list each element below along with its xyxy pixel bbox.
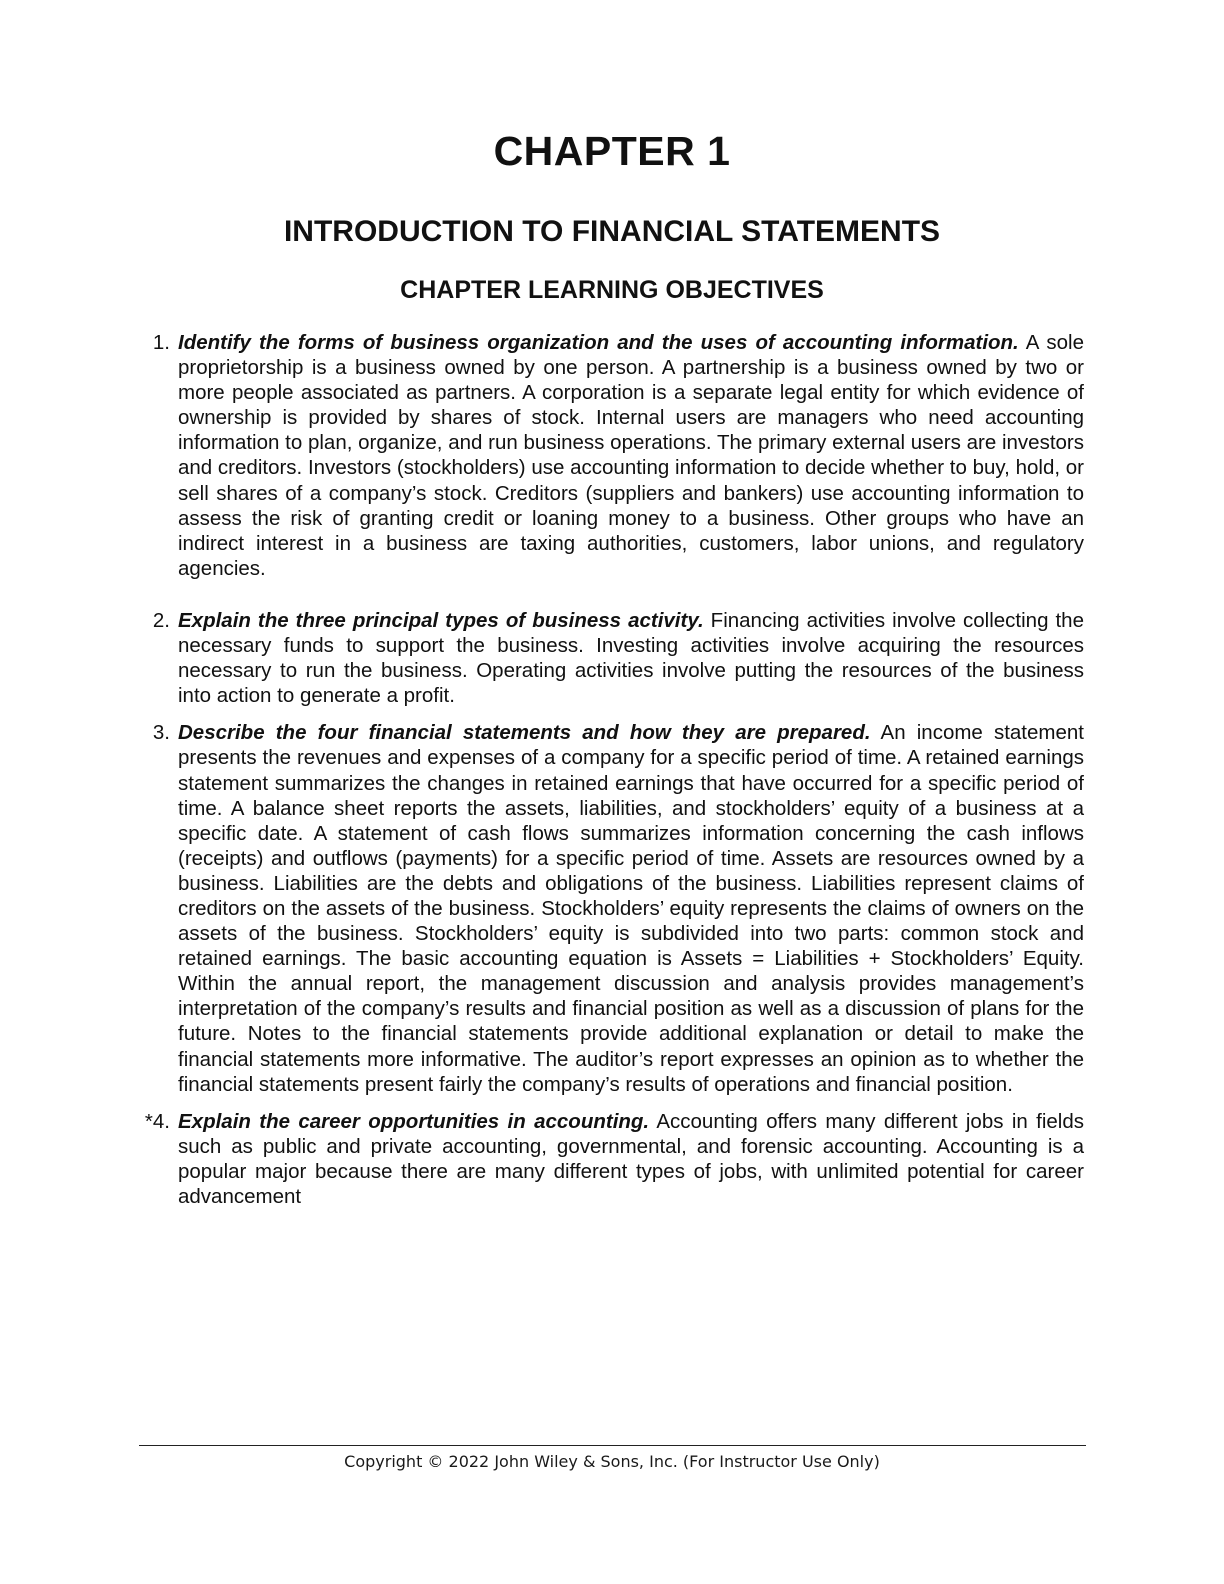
objective-number: 1. bbox=[152, 331, 170, 354]
objective-item-1 bbox=[138, 330, 1084, 581]
learning-objectives-heading: CHAPTER LEARNING OBJECTIVES bbox=[400, 276, 824, 304]
objective-heading: Explain the career opportunities in accounting. bbox=[178, 1109, 650, 1133]
objective-text: Financing activities involve collecting the necessary funds to support the business. Investing activities involve acquiring the resources necessary to run the business. Operating activities involve putting the resources of the business into action to generate a profit. bbox=[178, 608, 1084, 708]
objective-number: 3. bbox=[152, 721, 170, 745]
objective-number: *4. bbox=[144, 1109, 170, 1133]
objective-text: A sole proprietorship is a business owned by one person. A partnership is a business owned by two or more people associated as partners. A corporation is a separate legal entity for which evidence of ownership is provided by shares of stock. Internal users are managers who need accounting information to plan, organize, and run business operations. The primary external users are investors and creditors. Investors (stockholders) use accounting information to decide whether to buy, hold, or sell shares of a company’s stock. Creditors (suppliers and bankers) use accounting information to assess the risk of granting credit or loaning money to a business. Other groups who have an indirect interest in a business are taxing authorities, customers, labor unions, and regulatory agencies. bbox=[178, 331, 1084, 580]
learning-objectives-list bbox=[138, 330, 1084, 1209]
objective-number: 2. bbox=[152, 608, 170, 632]
chapter-title: CHAPTER 1 bbox=[493, 128, 731, 174]
copyright-footer: Copyright © 2022 John Wiley & Sons, Inc. (For Instructor Use Only) bbox=[344, 1452, 880, 1471]
chapter-subtitle: INTRODUCTION TO FINANCIAL STATEMENTS bbox=[283, 215, 941, 248]
objective-text: An income statement presents the revenues and expenses of a company for a specific period of time. A retained earnings statement summarizes the changes in retained earnings that have occurred for a specific period of time. A balance sheet reports the assets, liabilities, and stockholders’ equity of a business at a specific date. A statement of cash flows summarizes information concerning the cash inflows (receipts) and outflows (payments) for a specific period of time. Assets are resources owned by a business. Liabilities are the debts and obligations of the business. Liabilities represent claims of creditors on the assets of the business. Stockholders’ equity represents the claims of owners on the assets of the business. Stockholders’ equity is subdivided into two parts: common stock and retained earnings. The basic accounting equation is Assets = Liabilities + Stockholders’ Equity. Within the annual report, the management discussion and analysis provides management’s interpretation of the company’s results and financial position as well as a discussion of plans for the future. Notes to the financial statements provide additional explanation or detail to make the financial statements more informative. The auditor’s report expresses an opinion as to whether the financial statements present fairly the company’s results of operations and financial position. bbox=[178, 721, 1084, 1096]
objective-heading: Identify the forms of business organization and the uses of accounting information. bbox=[178, 331, 1019, 354]
objective-heading: Explain the three principal types of business activity. bbox=[178, 608, 704, 632]
objective-text: Accounting offers many different jobs in fields such as public and private accounting, governmental, and forensic accounting. Accounting is a popular major because there are many different types of jobs, with unlimited potential for career advancement bbox=[178, 1109, 1084, 1208]
objective-item-3 bbox=[138, 720, 1084, 1096]
objective-item-2 bbox=[138, 608, 1084, 708]
objective-item-4 bbox=[138, 1109, 1084, 1209]
objective-heading: Describe the four financial statements and how they are prepared. bbox=[178, 721, 871, 745]
footer-divider bbox=[139, 1445, 1086, 1446]
